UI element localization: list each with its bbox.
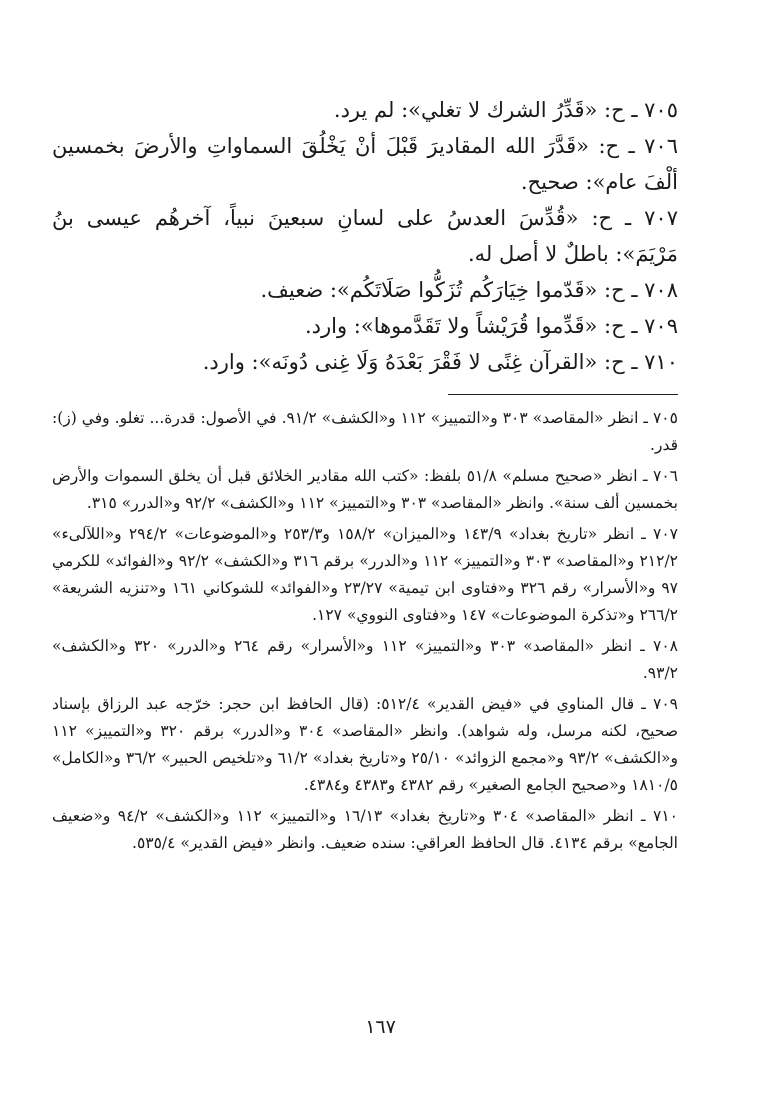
footnote-709: ٧٠٩ ـ قال المناوي في «فيض القدير» ٥١٢/٤: (قال الحافظ ابن حجر: خرّجه عبد الرزاق بإسناد صحيح، لكنه مرسل، وله شواهد). وانظر «المقاصد» ٣٠٤ و«الدرر» برقم ٣٢٠ و«التمييز» ١١٢ و«الكشف» ٩٣/٢ و«مجمع الزوائد» ٢٥/١٠ و«تاريخ بغداد» ٦١/٢ و«تلخيص الحبير» ٣٦/٢ و«الكامل» ١٨١٠/٥ و«صحيح الجامع الصغير» رقم ٤٣٨٢ و٤٣٨٣ و٤٣٨٤. [52,695,679,794]
hadith-entry-705: ٧٠٥ ـ ح: «قَدِّرُ الشرك لا تغلي»: لم يرد. [333,98,678,122]
footnote-705: ٧٠٥ ـ انظر «المقاصد» ٣٠٣ و«التمييز» ١١٢ و«الكشف» ٩١/٢. في الأصول: قدرة... تغلو. وفي (ز): قدر. [52,409,678,454]
footnotes [52,405,678,857]
hadith-entry-706: ٧٠٦ ـ ح: «قَدَّرَ الله المقاديرَ قَبْلَ أنْ يَخْلُقَ السماواتِ والأرضَ بخمسين ألْفَ عام»: صحيح. [52,134,678,194]
hadith-entry-708: ٧٠٨ ـ ح: «قَدّموا خِيَارَكُم تُزَكُّوا صَلَاتَكُم»: ضعيف. [260,278,678,302]
hadith-entry-707: ٧٠٧ ـ ح: «قُدِّسَ العدسُ على لسانِ سبعينَ نبياً، آخرهُم عيسى بنُ مَرْيَمَ»: باطلٌ لا أصل له. [52,206,678,266]
footnote-separator [448,394,678,395]
hadith-entry-709: ٧٠٩ ـ ح: «قَدِّموا قُرَيْشاً ولا تَقَدَّموها»: وارد. [304,314,678,338]
page-number: ١٦٧ [365,1016,396,1038]
footnote-707: ٧٠٧ ـ انظر «تاريخ بغداد» ١٤٣/٩ و«الميزان» ١٥٨/٢ و٢٥٣/٣ و«الموضوعات» ٢٩٤/٢ و«اللآلىء» ٢١٢/٢ و«المقاصد» ٣٠٣ و«التمييز» ١١٢ و«الدرر» برقم ٣١٦ و«الكشف» ٩٢/٢ و«الفوائد» للكرمي ٩٧ و«الأسرار» رقم ٣٢٦ و«فتاوى ابن تيمية» ٢٣/٢٧ و«الفوائد» للشوكاني ١٦١ و«تنزيه الشريعة» ٢٦٦/٢ و«تذكرة الموضوعات» ١٤٧ و«فتاوى النووي» ١٢٧. [52,525,679,624]
hadith-entry-710: ٧١٠ ـ ح: «القرآن غِنًى لا فَقْرَ بَعْدَهُ وَلَا غِنى دُونَه»: وارد. [202,350,678,374]
footnote-710: ٧١٠ ـ انظر «المقاصد» ٣٠٤ و«تاريخ بغداد» ١٦/١٣ و«التمييز» ١١٢ و«الكشف» ٩٤/٢ و«ضعيف الجامع» برقم ٤١٣٤. قال الحافظ العراقي: سنده ضعيف. وانظر «فيض القدير» ٥٣٥/٤. [52,807,678,852]
page-body [52,92,678,861]
hadith-entries [52,92,678,380]
footnote-708: ٧٠٨ ـ انظر «المقاصد» ٣٠٣ و«التمييز» ١١٢ و«الأسرار» رقم ٢٦٤ و«الدرر» ٣٢٠ و«الكشف» ٩٣/٢. [52,637,678,682]
footnote-706: ٧٠٦ ـ انظر «صحيح مسلم» ٥١/٨ بلفظ: «كتب الله مقادير الخلائق قبل أن يخلق السموات والأرض بخمسين ألف سنة». وانظر «المقاصد» ٣٠٣ و«التمييز» ١١٢ و«الكشف» ٩٢/٢ و«الدرر» ٣١٥. [52,467,678,512]
